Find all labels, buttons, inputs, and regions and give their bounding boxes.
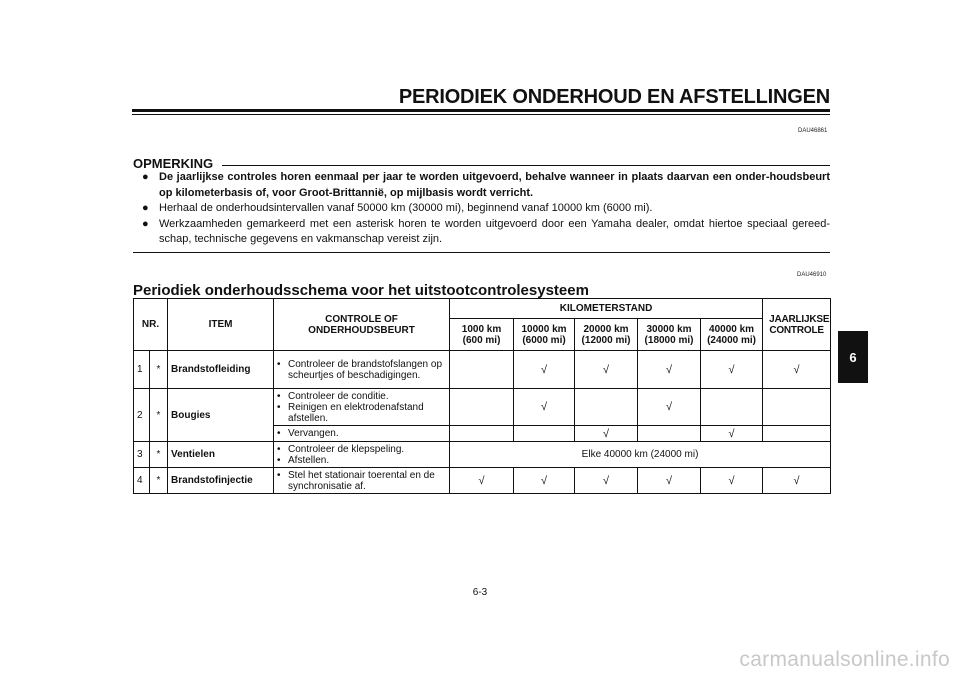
bullet-icon: •	[277, 454, 281, 466]
check-mark: √	[638, 389, 701, 426]
check-mark: √	[514, 468, 575, 494]
asterisk-mark: *	[150, 351, 168, 389]
header-20000km: 20000 km (12000 mi)	[575, 319, 638, 351]
row-number: 2	[134, 389, 150, 442]
page-number: 6-3	[472, 587, 488, 598]
item-name: Brandstofleiding	[168, 351, 274, 389]
header-item: ITEM	[168, 299, 274, 351]
bullet-icon: •	[277, 358, 281, 370]
check-cell	[450, 351, 514, 389]
header-10000km: 10000 km (6000 mi)	[514, 319, 575, 351]
note-item: ● Werkzaamheden gemarkeerd met een asterisk horen te worden uitgevoerd door een Yamaha dealer, omdat hiertoe speciaal gereed-schap, technische gegevens en vakmanschap vereist zijn.	[142, 217, 830, 245]
note-heading: OPMERKING	[133, 156, 214, 171]
check-mark: √	[575, 468, 638, 494]
check-cell	[763, 389, 831, 426]
check-mark: √	[763, 468, 831, 494]
check-cell	[514, 426, 575, 442]
check-mark: √	[575, 351, 638, 389]
note-bottom-rule	[133, 252, 830, 253]
check-mark: √	[575, 426, 638, 442]
check-mark: √	[450, 468, 514, 494]
check-cell	[763, 426, 831, 442]
row-number: 3	[134, 442, 150, 468]
check-mark: √	[701, 351, 763, 389]
table-row	[134, 389, 831, 426]
check-cell	[450, 389, 514, 426]
check-cell	[575, 389, 638, 426]
title-rule	[132, 109, 830, 112]
check-mark: √	[638, 468, 701, 494]
check-mark: √	[763, 351, 831, 389]
control-cell: • Stel het stationair toerental en de synchronisatie af.	[274, 468, 450, 494]
bullet-icon: •	[277, 469, 281, 481]
asterisk-mark: *	[150, 389, 168, 442]
asterisk-mark: *	[150, 442, 168, 468]
header-kilometerstand: KILOMETERSTAND	[450, 299, 763, 319]
section-reference-code: DAU46910	[797, 272, 827, 278]
control-cell: • Controleer de brandstofslangen op scheurtjes of beschadigingen.	[274, 351, 450, 389]
bullet-icon: •	[277, 390, 281, 402]
asterisk-mark: *	[150, 468, 168, 494]
item-name: Brandstofinjectie	[168, 468, 274, 494]
table-row	[134, 442, 831, 468]
note-item: ● Herhaal de onderhoudsintervallen vanaf 50000 km (30000 mi), beginnend vanaf 10000 km (6000 mi).	[140, 201, 830, 217]
header-1000km: 1000 km (600 mi)	[450, 319, 514, 351]
row-number: 1	[134, 351, 150, 389]
check-mark: √	[514, 351, 575, 389]
bullet-icon: ●	[142, 217, 149, 230]
table-row	[134, 468, 831, 494]
check-cell	[450, 426, 514, 442]
header-control: CONTROLE OF ONDERHOUDSBEURT	[274, 299, 450, 351]
header-40000km: 40000 km (24000 mi)	[701, 319, 763, 351]
bullet-icon: ●	[142, 171, 149, 183]
maintenance-schedule-table	[133, 298, 831, 494]
bullet-icon: •	[277, 401, 281, 413]
item-name: Bougies	[168, 389, 274, 442]
table-row	[134, 351, 831, 389]
note-reference-code: DAU46861	[798, 128, 828, 134]
check-cell	[701, 389, 763, 426]
control-cell: • Vervangen.	[274, 426, 450, 442]
check-mark: √	[638, 351, 701, 389]
watermark: carmanualsonline.info	[739, 648, 950, 671]
bullet-icon: ●	[142, 202, 149, 214]
check-mark: √	[514, 389, 575, 426]
page-title: PERIODIEK ONDERHOUD EN AFSTELLINGEN	[398, 86, 830, 108]
note-item: ● De jaarlijkse controles horen eenmaal per jaar te worden uitgevoerd, behalve wanneer in plaats daarvan een onder-houdsbeurt op kilometerbasis of, voor Groot-Brittannië, op mijlbasis wordt verricht.	[142, 171, 830, 199]
section-title: Periodiek onderhoudsschema voor het uitstootcontrolesysteem	[133, 282, 589, 299]
note-heading-rule	[222, 165, 830, 166]
note-list	[140, 170, 830, 248]
header-yearly-check: JAARLIJKSE CONTROLE	[763, 299, 831, 351]
control-cell: • Controleer de klepspeling. • Afstellen.	[274, 442, 450, 468]
chapter-tab: 6	[838, 331, 868, 383]
header-30000km: 30000 km (18000 mi)	[638, 319, 701, 351]
check-cell	[638, 426, 701, 442]
interval-note: Elke 40000 km (24000 mi)	[450, 442, 831, 468]
item-name: Ventielen	[168, 442, 274, 468]
check-mark: √	[701, 468, 763, 494]
control-cell: • Controleer de conditie. • Reinigen en elektrodenafstand afstellen.	[274, 389, 450, 426]
title-rule-thin	[132, 114, 830, 115]
header-nr: NR.	[134, 299, 168, 351]
bullet-icon: •	[277, 443, 281, 455]
check-mark: √	[701, 426, 763, 442]
row-number: 4	[134, 468, 150, 494]
bullet-icon: •	[277, 428, 281, 439]
